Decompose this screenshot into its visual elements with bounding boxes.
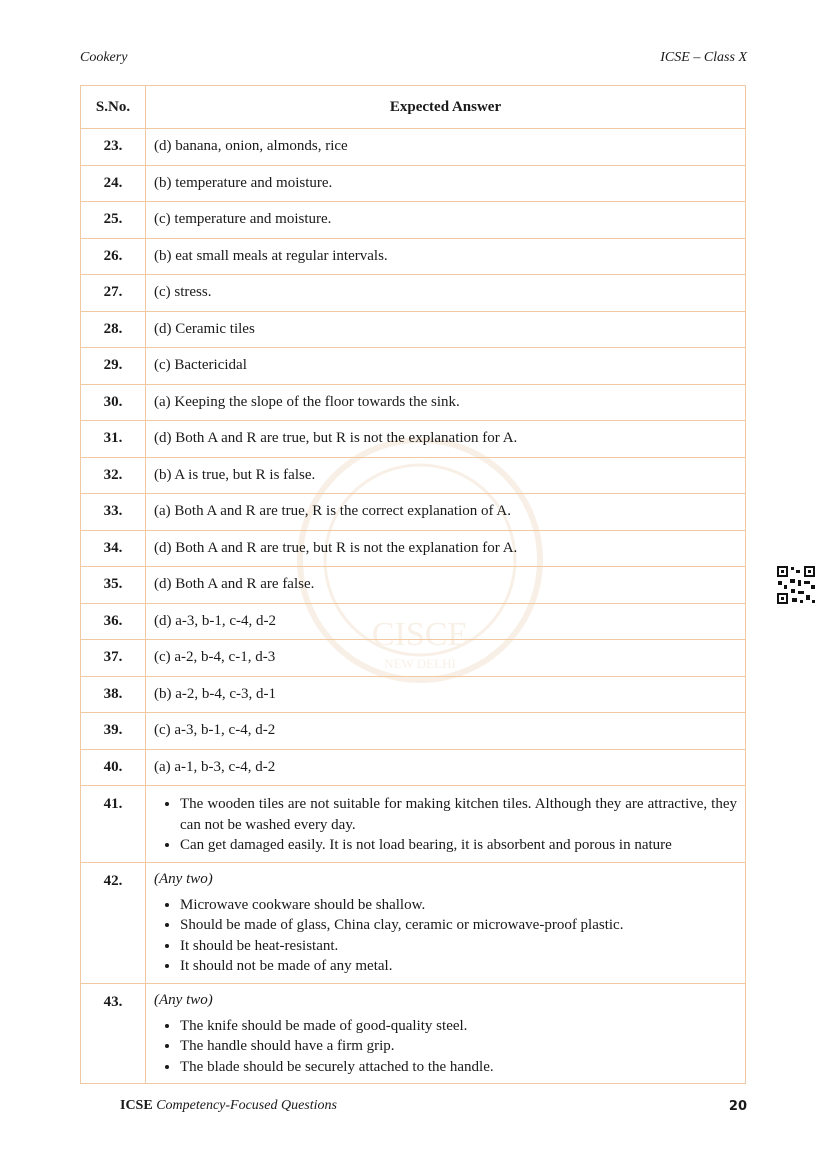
bullet-list (154, 1016, 737, 1078)
table-header-row (81, 86, 746, 129)
row-answer: (a) a-1, b-3, c-4, d-2 (146, 749, 746, 786)
row-sno: 28. (81, 311, 146, 348)
row-sno: 39. (81, 713, 146, 750)
row-answer: (c) stress. (146, 275, 746, 312)
any-two-note: (Any two) (154, 991, 213, 1008)
footer-title (120, 1098, 337, 1114)
table-row-43 (81, 983, 746, 1084)
row-answer: (b) eat small meals at regular intervals. (146, 238, 746, 275)
row-sno: 37. (81, 640, 146, 677)
row-answer: (b) temperature and moisture. (146, 165, 746, 202)
row-sno: 42. (81, 862, 146, 983)
list-item: • Can get damaged easily. It is not load bearing, it is absorbent and porous in nature (180, 835, 737, 856)
row-sno: 31. (81, 421, 146, 458)
list-item: • The wooden tiles are not suitable for making kitchen tiles. Although they are attractive, they can not be washed every day. (180, 794, 737, 835)
row-answer: (d) a-3, b-1, c-4, d-2 (146, 603, 746, 640)
row-sno: 32. (81, 457, 146, 494)
watermark-title: CISCE (371, 616, 469, 653)
table-row (81, 275, 746, 312)
row-sno: 29. (81, 348, 146, 385)
row-answer: (a) Both A and R are true, R is the correct explanation of A. (146, 494, 746, 531)
bullet-list (154, 895, 737, 977)
row-sno: 43. (81, 983, 146, 1084)
row-answer: (d) Ceramic tiles (146, 311, 746, 348)
watermark-subtitle: NEW DELHI (384, 656, 456, 671)
list-item: • The knife should be made of good-quality steel. (180, 1016, 737, 1037)
table-row (81, 165, 746, 202)
row-sno: 30. (81, 384, 146, 421)
row-answer: (d) banana, onion, almonds, rice (146, 129, 746, 166)
table-row (81, 421, 746, 458)
row-sno: 41. (81, 786, 146, 863)
list-item: • It should not be made of any metal. (180, 956, 737, 977)
table-row (81, 129, 746, 166)
table-row-41 (81, 786, 746, 863)
table-row (81, 749, 746, 786)
row-sno: 25. (81, 202, 146, 239)
qr-code-icon (776, 565, 816, 605)
row-answer: (a) Keeping the slope of the floor towards the sink. (146, 384, 746, 421)
table-row (81, 238, 746, 275)
row-answer: (c) a-3, b-1, c-4, d-2 (146, 713, 746, 750)
list-item: • The blade should be securely attached to the handle. (180, 1057, 737, 1078)
table-row (81, 640, 746, 677)
answer-table (80, 85, 746, 1084)
row-answer (146, 786, 746, 863)
footer-brand: ICSE (120, 1098, 153, 1113)
row-answer: (d) Both A and R are true, but R is not the explanation for A. (146, 421, 746, 458)
table-body (81, 129, 746, 1084)
row-sno: 27. (81, 275, 146, 312)
row-answer (146, 983, 746, 1084)
table-row (81, 202, 746, 239)
row-answer: (c) a-2, b-4, c-1, d-3 (146, 640, 746, 677)
row-sno: 38. (81, 676, 146, 713)
row-answer: (b) A is true, but R is false. (146, 457, 746, 494)
table-row (81, 530, 746, 567)
row-answer: (b) a-2, b-4, c-3, d-1 (146, 676, 746, 713)
header-subject: Cookery (80, 50, 128, 65)
column-header-answer: Expected Answer (146, 86, 746, 129)
table-row (81, 494, 746, 531)
row-answer: (d) Both A and R are true, but R is not the explanation for A. (146, 530, 746, 567)
row-sno: 40. (81, 749, 146, 786)
row-sno: 26. (81, 238, 146, 275)
list-item: • It should be heat-resistant. (180, 936, 737, 957)
table-row (81, 311, 746, 348)
row-sno: 36. (81, 603, 146, 640)
table-row-42 (81, 862, 746, 983)
table-row (81, 384, 746, 421)
table-row (81, 457, 746, 494)
table-row (81, 567, 746, 604)
any-two-note: (Any two) (154, 870, 213, 887)
header-class: ICSE – Class X (660, 50, 747, 65)
row-sno: 34. (81, 530, 146, 567)
row-sno: 35. (81, 567, 146, 604)
table-row (81, 348, 746, 385)
list-item: • Should be made of glass, China clay, ceramic or microwave-proof plastic. (180, 915, 737, 936)
table-row (81, 603, 746, 640)
page-number: 20 (728, 1099, 747, 1114)
table-row (81, 676, 746, 713)
column-header-sno: S.No. (81, 86, 146, 129)
row-sno: 33. (81, 494, 146, 531)
row-answer: (c) temperature and moisture. (146, 202, 746, 239)
list-item: • The handle should have a firm grip. (180, 1036, 737, 1057)
row-sno: 23. (81, 129, 146, 166)
row-sno: 24. (81, 165, 146, 202)
table-row (81, 713, 746, 750)
row-answer: (d) Both A and R are false. (146, 567, 746, 604)
row-answer (146, 862, 746, 983)
footer-subtitle: Competency-Focused Questions (156, 1098, 337, 1113)
list-item: • Microwave cookware should be shallow. (180, 895, 737, 916)
row-answer: (c) Bactericidal (146, 348, 746, 385)
bullet-list (154, 794, 737, 856)
